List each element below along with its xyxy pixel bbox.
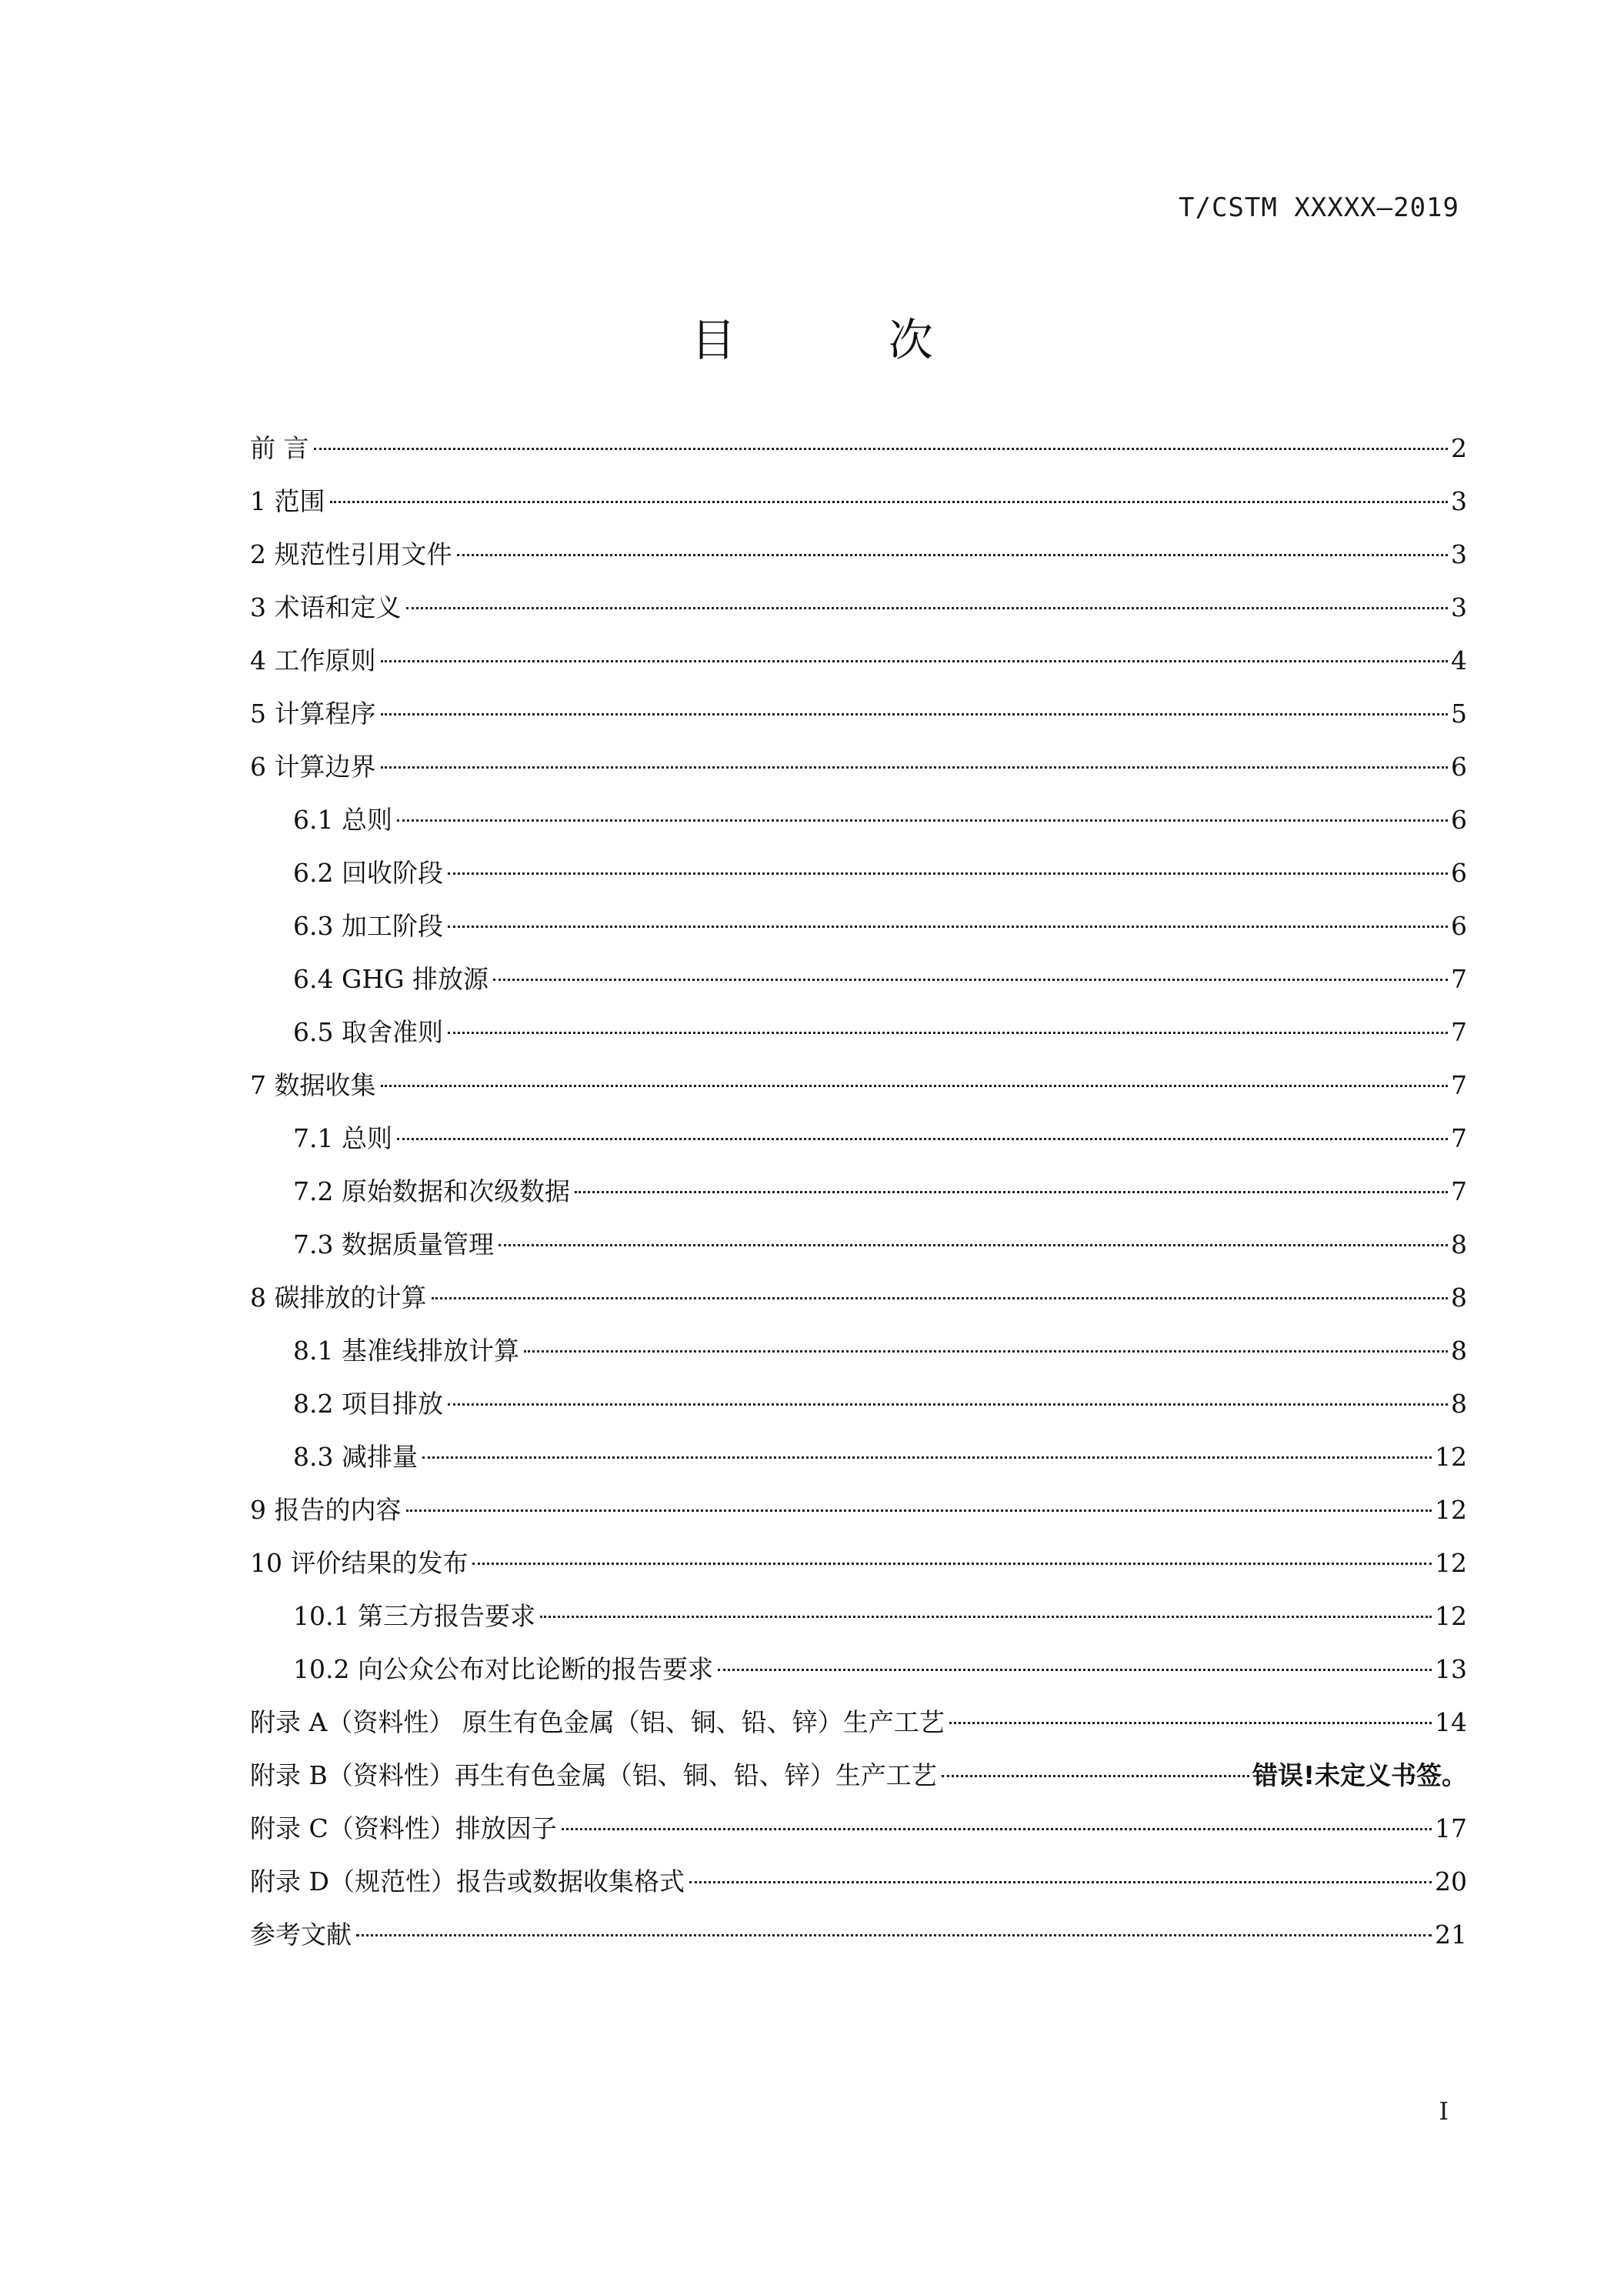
toc-dot-leader [457, 554, 1449, 556]
toc-entry-label: 3 术语和定义 [250, 592, 402, 622]
toc-entry[interactable] [250, 1643, 1467, 1696]
toc-entry-label: 6.1 总则 [293, 805, 392, 835]
toc-entry[interactable] [250, 1059, 1467, 1112]
toc-entry-page: 14 [1435, 1707, 1467, 1737]
toc-entry[interactable] [250, 528, 1467, 581]
toc-entry-label: 5 计算程序 [250, 699, 376, 729]
toc-entry-label: 7.3 数据质量管理 [293, 1229, 494, 1259]
toc-entry-page: 21 [1435, 1920, 1467, 1950]
toc-entry[interactable] [250, 1377, 1467, 1430]
toc-entry-label: 7.2 原始数据和次级数据 [293, 1176, 570, 1206]
toc-entry-page: 2 [1451, 433, 1467, 463]
toc-entry-page: 7 [1451, 1070, 1467, 1100]
toc-dot-leader [356, 1934, 1432, 1936]
toc-entry-page: 12 [1435, 1601, 1467, 1631]
toc-dot-leader [381, 713, 1449, 716]
toc-entry-page: 7 [1451, 1017, 1467, 1047]
toc-dot-leader [397, 1138, 1448, 1140]
toc-entry-page: 3 [1451, 539, 1467, 569]
toc-dot-leader [562, 1828, 1432, 1830]
toc-dot-leader [381, 766, 1449, 769]
toc-entry[interactable] [250, 1165, 1467, 1218]
toc-entry-label: 6.4 GHG 排放源 [293, 964, 489, 994]
toc-entry-page: 4 [1451, 645, 1467, 675]
toc-entry[interactable] [250, 1749, 1467, 1802]
toc-entry-page: 6 [1451, 858, 1467, 888]
toc-entry-label: 附录 A（资料性） 原生有色金属（铝、铜、铅、锌）生产工艺 [250, 1707, 945, 1737]
toc-entry-label: 附录 B（资料性）再生有色金属（铝、铜、铅、锌）生产工艺 [250, 1760, 937, 1790]
toc-dot-leader [448, 1403, 1448, 1406]
toc-dot-leader [689, 1881, 1432, 1883]
toc-entry-label: 前 言 [250, 433, 309, 463]
toc-dot-leader [406, 1509, 1432, 1512]
toc-dot-leader [448, 872, 1448, 875]
toc-entry[interactable] [250, 793, 1467, 846]
toc-entry-page: 6 [1451, 805, 1467, 835]
toc-entry-page-error: 错误!未定义书签。 [1252, 1760, 1467, 1790]
toc-entry[interactable] [250, 1006, 1467, 1059]
toc-dot-leader [397, 819, 1448, 822]
toc-entry[interactable] [250, 952, 1467, 1006]
toc-entry-label: 9 报告的内容 [250, 1495, 402, 1525]
toc-dot-leader [524, 1350, 1448, 1353]
toc-entry-page: 7 [1451, 964, 1467, 994]
toc-entry-label: 附录 D（规范性）报告或数据收集格式 [250, 1866, 685, 1896]
toc-entry-label: 6 计算边界 [250, 752, 376, 782]
document-code: T/CSTM XXXXX—2019 [1179, 192, 1459, 223]
toc-dot-leader [448, 1032, 1448, 1034]
toc-entry-page: 8 [1451, 1389, 1467, 1419]
toc-entry-label: 4 工作原则 [250, 645, 376, 675]
toc-entry-page: 3 [1451, 486, 1467, 516]
toc-entry-page: 3 [1451, 592, 1467, 622]
toc-entry[interactable] [250, 687, 1467, 740]
toc-entry[interactable] [250, 1112, 1467, 1165]
toc-entry-label: 2 规范性引用文件 [250, 539, 452, 569]
toc-dot-leader [381, 660, 1449, 662]
toc-entry-label: 7 数据收集 [250, 1070, 376, 1100]
toc-entry[interactable] [250, 1589, 1467, 1643]
toc-entry[interactable] [250, 899, 1467, 952]
toc-dot-leader [422, 1456, 1432, 1459]
toc-entry-page: 17 [1435, 1813, 1467, 1843]
toc-dot-leader [432, 1297, 1449, 1299]
toc-entry-page: 8 [1451, 1336, 1467, 1366]
toc-dot-leader [499, 1244, 1448, 1246]
toc-entry-page: 12 [1435, 1442, 1467, 1472]
toc-entry-page: 8 [1451, 1229, 1467, 1259]
toc-entry-label: 6.5 取舍准则 [293, 1017, 443, 1047]
toc-dot-leader [949, 1722, 1432, 1724]
toc-entry[interactable] [250, 1802, 1467, 1855]
toc-entry-page: 8 [1451, 1283, 1467, 1313]
toc-dot-leader [472, 1563, 1432, 1565]
toc-entry[interactable] [250, 846, 1467, 899]
toc-entry-label: 参考文献 [250, 1920, 352, 1950]
toc-entry-label: 8.2 项目排放 [293, 1389, 443, 1419]
toc-entry-label: 10.1 第三方报告要求 [293, 1601, 535, 1631]
table-of-contents [250, 422, 1467, 1961]
toc-entry[interactable] [250, 1855, 1467, 1908]
toc-entry-page: 13 [1435, 1654, 1467, 1684]
toc-dot-leader [314, 448, 1449, 450]
toc-title: 目 次 [691, 314, 1002, 366]
toc-entry-page: 12 [1435, 1548, 1467, 1578]
toc-entry[interactable] [250, 475, 1467, 528]
toc-entry-page: 12 [1435, 1495, 1467, 1525]
toc-entry-label: 1 范围 [250, 486, 325, 516]
toc-entry-page: 5 [1451, 699, 1467, 729]
toc-entry-page: 20 [1435, 1866, 1467, 1896]
toc-entry[interactable] [250, 581, 1467, 634]
toc-entry[interactable] [250, 1324, 1467, 1377]
toc-entry[interactable] [250, 422, 1467, 475]
toc-entry[interactable] [250, 1696, 1467, 1749]
toc-dot-leader [540, 1616, 1432, 1618]
toc-dot-leader [406, 607, 1449, 609]
toc-entry[interactable] [250, 1218, 1467, 1271]
toc-entry-label: 6.3 加工阶段 [293, 911, 443, 941]
toc-entry[interactable] [250, 1908, 1467, 1961]
toc-dot-leader [448, 926, 1448, 928]
toc-entry[interactable] [250, 740, 1467, 793]
toc-entry-page: 7 [1451, 1123, 1467, 1153]
toc-dot-leader [330, 501, 1449, 503]
toc-dot-leader [493, 979, 1448, 981]
toc-entry-label: 8.3 减排量 [293, 1442, 418, 1472]
toc-entry[interactable] [250, 1536, 1467, 1589]
toc-entry-label: 10.2 向公众公布对比论断的报告要求 [293, 1654, 713, 1684]
toc-entry-label: 8 碳排放的计算 [250, 1283, 427, 1313]
toc-entry-page: 7 [1451, 1176, 1467, 1206]
toc-entry-page: 6 [1451, 752, 1467, 782]
toc-entry-label: 6.2 回收阶段 [293, 858, 443, 888]
toc-entry-label: 附录 C（资料性）排放因子 [250, 1813, 557, 1843]
toc-entry[interactable] [250, 1483, 1467, 1536]
toc-dot-leader [575, 1191, 1448, 1193]
page-number: I [1439, 2097, 1449, 2126]
toc-entry-label: 10 评价结果的发布 [250, 1548, 469, 1578]
toc-dot-leader [942, 1775, 1249, 1777]
toc-dot-leader [381, 1085, 1449, 1087]
toc-entry[interactable] [250, 1430, 1467, 1483]
toc-entry-page: 6 [1451, 911, 1467, 941]
toc-entry[interactable] [250, 634, 1467, 687]
toc-dot-leader [718, 1669, 1432, 1671]
toc-entry-label: 8.1 基准线排放计算 [293, 1336, 519, 1366]
toc-entry[interactable] [250, 1271, 1467, 1324]
toc-entry-label: 7.1 总则 [293, 1123, 392, 1153]
